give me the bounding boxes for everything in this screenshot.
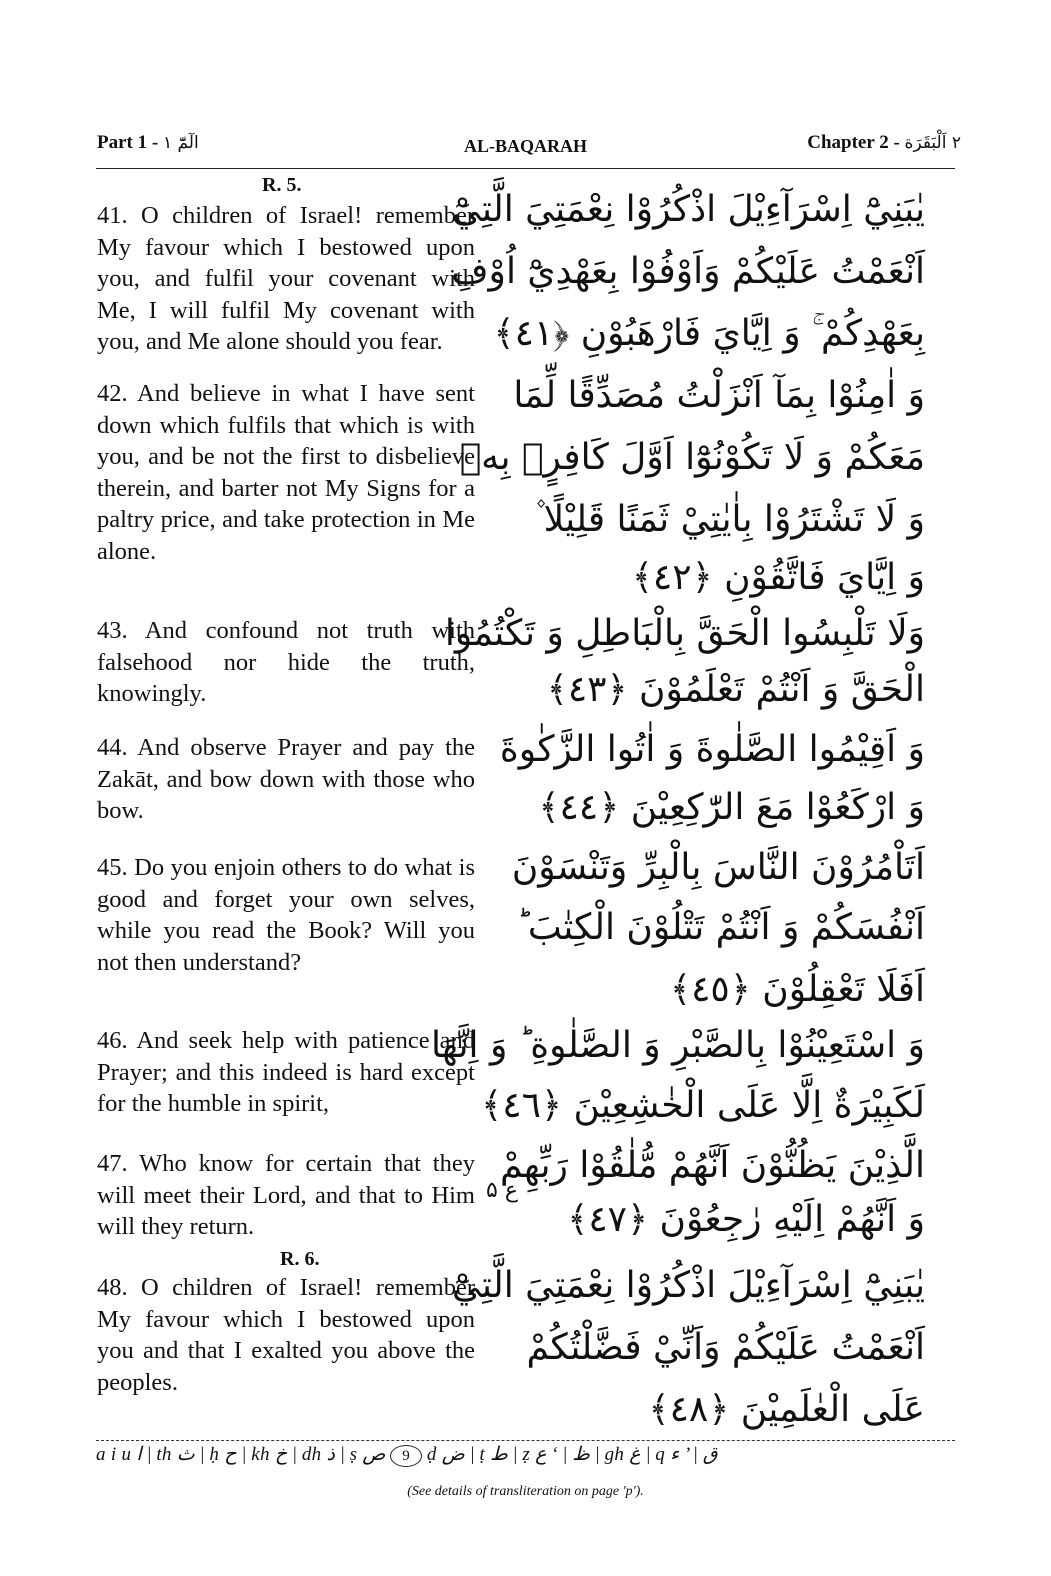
- arabic-line: اَنْعَمْتُ عَلَيْكُمْ وَاَوْفُوْا بِعَهْدِيْٓ اُوْفِ: [451, 251, 925, 292]
- verse-47-translation: [97, 1148, 475, 1243]
- arabic-line: يٰبَنِيْٓ اِسْرَآءِيْلَ اذْكُرُوْا نِعْمَتِيَ الَّتِيْٓ: [451, 189, 925, 230]
- arabic-line: وَ اَقِيْمُوا الصَّلٰوةَ وَ اٰتُوا الزَّكٰوةَ: [499, 729, 925, 770]
- ruku-mark-6: R. 6.: [280, 1248, 320, 1270]
- header-part-arabic: الٓمّٓ ١: [162, 133, 199, 153]
- arabic-line: بِعَهْدِكُمْ ۚ وَ اِيَّايَ فَارْهَبُوْنِ ﴿٤١﴾: [493, 313, 925, 354]
- header-chapter: [807, 132, 961, 162]
- header-rule: [96, 168, 955, 169]
- arabic-line: اَفَلَا تَعْقِلُوْنَ ﴿٤٥﴾: [670, 969, 925, 1010]
- header-chapter-arabic: ٢ اَلْبَقَرَة: [904, 133, 961, 153]
- margin-ruku-sign: ع ۵: [486, 1178, 518, 1203]
- translit-right: ḍ ض | ṭ ط | ẓ ظ | ‘ ع | gh غ | q ق | ’ ء: [426, 1444, 718, 1465]
- verse-text: 48. O children of Israel! remember My favour which I bestowed upon you and that I exalted you above the peoples.: [97, 1274, 475, 1396]
- page-number: 9: [390, 1445, 422, 1467]
- transliteration-note: (See details of transliteration on page 'p').: [407, 1484, 644, 1499]
- verse-text: 43. And confound not truth with falsehood nor hide the truth, knowingly.: [97, 617, 475, 707]
- ruku-mark-5: R. 5.: [262, 174, 302, 196]
- arabic-line: اَتَاْمُرُوْنَ النَّاسَ بِالْبِرِّ وَتَنْسَوْنَ: [511, 847, 925, 888]
- verse-42-translation: [97, 378, 475, 567]
- arabic-line: وَ لَا تَشْتَرُوْا بِاٰيٰتِيْ ثَمَنًا قَلِيْلًا ۫: [534, 499, 925, 540]
- arabic-line: يٰبَنِيْٓ اِسْرَآءِيْلَ اذْكُرُوْا نِعْمَتِيَ الَّتِيْٓ: [451, 1265, 925, 1306]
- verse-text: 41. O children of Israel! remember My favour which I bestowed upon you, and fulfil your covenant with Me, I will fulfil My covenant with you, and Me alone should you fear.: [97, 202, 475, 355]
- verse-48-translation: [97, 1272, 475, 1398]
- verse-text: 44. And observe Prayer and pay the Zakāt, and bow down with those who bow.: [97, 734, 475, 824]
- translit-left: a i u ا | th ث | ḥ ح | kh خ | dh ذ | ṣ ص: [96, 1444, 386, 1465]
- arabic-line: عَلَى الْعٰلَمِيْنَ ﴿٤٨﴾: [648, 1389, 925, 1430]
- arabic-line: وَ اسْتَعِيْنُوْا بِالصَّبْرِ وَ الصَّلٰوةِ ؕ وَ اِنَّهَا: [430, 1025, 925, 1066]
- header-surah-title: AL-BAQARAH: [463, 136, 587, 156]
- arabic-line: وَ اٰمِنُوْا بِمَآ اَنْزَلْتُ مُصَدِّقًا لِّمَا: [513, 375, 925, 416]
- arabic-line: وَلَا تَلْبِسُوا الْحَقَّ بِالْبَاطِلِ وَ تَكْتُمُوا: [444, 613, 925, 654]
- verse-41-translation: [97, 200, 475, 358]
- footer-rule: [96, 1440, 955, 1441]
- transliteration-key: [96, 1443, 956, 1467]
- arabic-line: الْحَقَّ وَ اَنْتُمْ تَعْلَمُوْنَ ﴿٤٣﴾: [546, 669, 925, 710]
- verse-text: 42. And believe in what I have sent down which fulfils that which is with you, and be not the first to disbelieve therein, and barter not My Signs for a paltry price, and take protection in Me alone.: [97, 380, 475, 565]
- verse-44-translation: [97, 732, 475, 827]
- arabic-line: اَنْفُسَكُمْ وَ اَنْتُمْ تَتْلُوْنَ الْكِتٰبَ ؕ: [516, 907, 925, 948]
- arabic-line: مَعَكُمْ وَ لَا تَكُوْنُوْٓا اَوَّلَ كَافِرٍۭ بِهٖ: [459, 437, 925, 478]
- header-part-label: Part 1 -: [97, 132, 159, 153]
- verse-text: 47. Who know for certain that they will meet their Lord, and that to Him will they return.: [97, 1150, 475, 1240]
- verse-46-translation: [97, 1025, 475, 1120]
- header-chapter-label: Chapter 2 -: [807, 132, 900, 153]
- verse-text: 45. Do you enjoin others to do what is good and forget your own selves, while you read the Book? Will you not then understand?: [97, 854, 475, 976]
- arabic-line: وَ اَنَّهُمْ اِلَيْهِ رٰجِعُوْنَ ﴿٤٧﴾: [567, 1199, 925, 1240]
- verse-45-translation: [97, 852, 475, 978]
- verse-text: 46. And seek help with patience and Prayer; and this indeed is hard except for the humble in spirit,: [97, 1027, 475, 1117]
- verse-43-translation: [97, 615, 475, 710]
- arabic-line: وَ اِيَّايَ فَاتَّقُوْنِ ﴿٤٢﴾: [631, 557, 925, 598]
- arabic-line: الَّذِيْنَ يَظُنُّوْنَ اَنَّهُمْ مُّلٰقُوْا رَبِّهِمْ: [499, 1145, 925, 1186]
- arabic-line: اَنْعَمْتُ عَلَيْكُمْ وَاَنِّيْ فَضَّلْتُكُمْ: [526, 1327, 925, 1368]
- arabic-line: لَكَبِيْرَةٌ اِلَّا عَلَى الْخٰشِعِيْنَ ﴿٤٦﴾: [481, 1085, 925, 1126]
- arabic-line: وَ ارْكَعُوْا مَعَ الرّٰكِعِيْنَ ﴿٤٤﴾: [538, 787, 925, 828]
